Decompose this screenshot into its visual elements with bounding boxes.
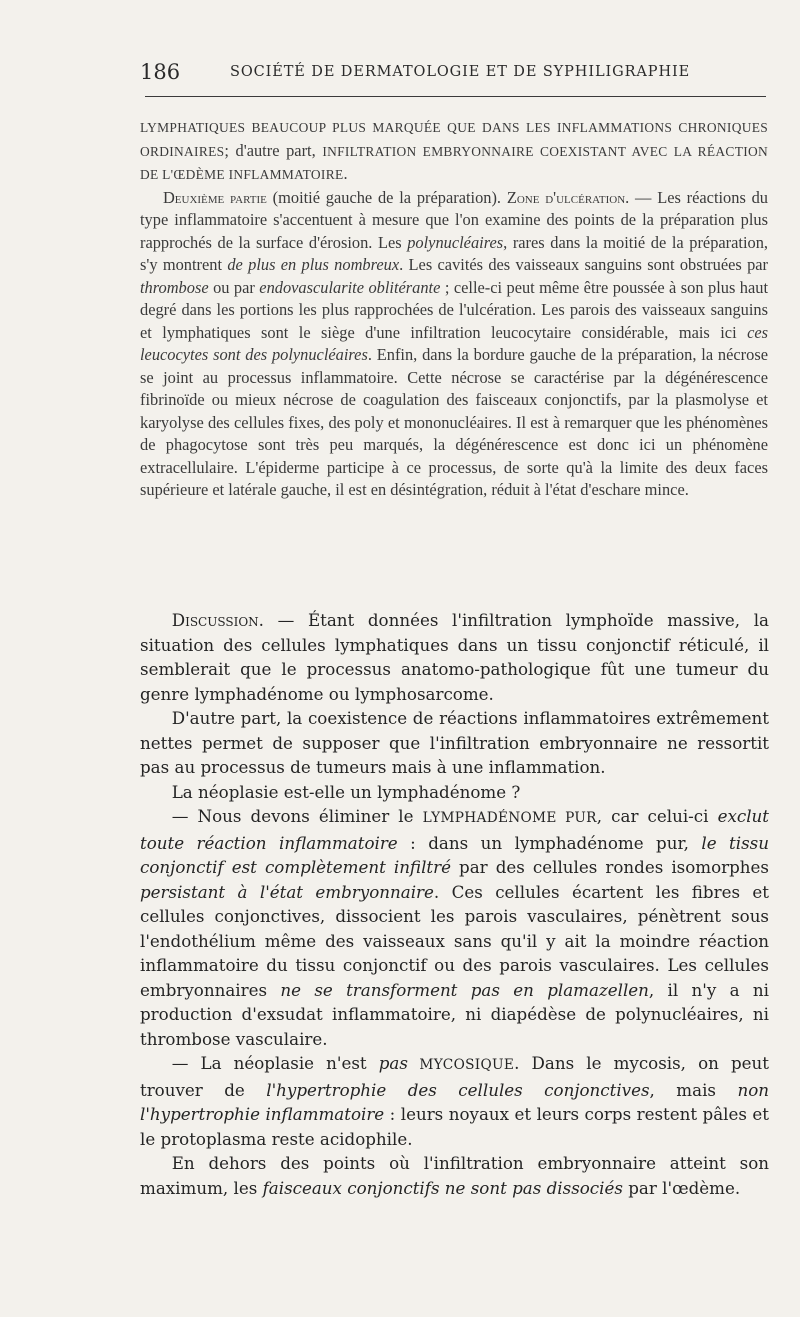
italic-run: persistant à l'état embryonnaire	[140, 881, 434, 902]
running-head: SOCIÉTÉ DE DERMATOLOGIE ET DE SYPHILIGRAPHIE	[230, 64, 691, 80]
text-run: , rares dans la moitié de la préparation, s'y montrent	[140, 232, 768, 274]
text-run: : dans un lymphadénome pur,	[397, 832, 702, 853]
italic-run: endovascularite oblitérante	[259, 277, 441, 297]
text-run: ; d'autre part,	[224, 140, 323, 160]
text-run: . Les cavités des vaisseaux sanguins sont obstruées par	[399, 255, 768, 274]
italic-run: thrombose	[140, 277, 209, 297]
italic-run: pas	[378, 1053, 408, 1073]
text-run: ; celle-ci peut même être poussée à son plus haut degré dans les portions les plus rapprochées de l'ulcération. Les parois des vaisseaux sanguins et lymphatiques sont le siège d'une infiltration leucocytaire considérable, mais ici	[140, 277, 768, 342]
discussion-paragraph-3: La néoplasie est-elle un lymphadénome ?	[171, 781, 521, 802]
second-part-paragraph	[140, 187, 768, 502]
caps-phrase: INFILTRATION EMBRYONNAIRE COEXISTANT AVEC LA RÉACTION DE L'ŒDÈME INFLAMMATOIRE	[140, 143, 768, 182]
text-run: (moitié gauche de la préparation).	[266, 187, 507, 207]
italic-run: exclut toute réaction inflammatoire	[140, 806, 769, 853]
caps-phrase: MYCOSIQUE	[407, 1057, 515, 1073]
text-run: . Dans le mycosis, on peut trouver de	[140, 1053, 769, 1100]
page-number: 186	[140, 60, 181, 84]
discussion-block	[140, 608, 769, 1200]
caps-phrase: LYMPHADÉNOME PUR	[422, 810, 597, 826]
italic-run: faisceaux conjonctifs ne sont pas dissociés	[262, 1177, 623, 1198]
page-header	[140, 60, 768, 86]
text-run: . — Étant données l'infiltration lymphoïde massive, la situation des cellules lymphatiques dans un tissu conjonctif réticulé, il semblerait que le processus anatomo-pathologique fût une tumeur du genre lymphadénome ou lymphosarcome.	[140, 610, 769, 704]
continuation-paragraph	[140, 116, 768, 187]
text-run: En dehors des points où l'infiltration embryonnaire atteint son maximum, les	[140, 1153, 769, 1198]
caps-phrase: LYMPHATIQUES BEAUCOUP PLUS MARQUÉE QUE DANS LES INFLAMMATIONS CHRONIQUES ORDINAIRES	[140, 120, 768, 159]
italic-run: ne se transforment pas en plamazellen	[280, 979, 649, 1000]
discussion-paragraph-2: D'autre part, la coexistence de réactions inflammatoires extrêmement nettes permet de supposer que l'infiltration embryonnaire ne ressortit pas au processus de tumeurs mais à une inflammation.	[140, 708, 769, 777]
discussion-paragraph-4	[140, 804, 769, 1051]
text-run: — Nous devons éliminer le	[171, 806, 423, 826]
text-run: , mais	[649, 1079, 738, 1100]
italic-run: polynucléaires	[407, 232, 504, 252]
text-run: ou par	[208, 277, 260, 297]
zone-heading: Zone d'ulcération	[506, 187, 626, 207]
text-run: . Enfin, dans la bordure gauche de la préparation, la nécrose se joint au processus inflammatoire. Cette nécrose se caractérise par la dégénérescence fibrinoïde ou mieux nécrose de coagulation des faisceaux conjonctifs, par la plasmolyse et karyolyse des cellules fixes, des poly et mononucléaires. Il est à remarquer que les phénomènes de phagocytose sont très peu marqués, la dégénérescence est donc ici un phénomène extracellulaire. L'épiderme participe à ce processus, de sorte qu'à la limite des deux faces supérieure et latérale gauche, il est en désintégration, réduit à l'état d'eschare mince.	[140, 345, 768, 499]
text-run: . Ces cellules écartent les fibres et cellules conjonctives, dissocient les parois vasculaires, pénètrent sous l'endothélium même des vaisseaux sans qu'il y ait la moindre réaction inflammatoire du tissu conjonctif ou des parois vasculaires. Les cellules embryonnaires	[140, 881, 769, 1000]
section-heading: Deuxième partie	[162, 187, 267, 207]
italic-run: l'hypertrophie des cellules conjonctives	[266, 1079, 650, 1100]
text-run: par l'œdème.	[622, 1177, 741, 1198]
italic-run: non l'hypertrophie inflammatoire	[140, 1079, 769, 1124]
italic-run: de plus en plus nombreux	[227, 255, 400, 274]
discussion-heading: Discussion	[171, 610, 259, 630]
small-print-block	[140, 116, 768, 502]
discussion-paragraph-6	[140, 1151, 769, 1200]
text-run: , car celui-ci	[596, 806, 718, 826]
header-rule	[145, 96, 766, 97]
text-run: : leurs noyaux et leurs corps restent pâles et le protoplasma reste acidophile.	[140, 1104, 769, 1149]
text-run: , il n'y a ni production d'exsudat inflammatoire, ni diapédèse de polynucléaires, ni thrombose vasculaire.	[140, 979, 769, 1049]
discussion-paragraph-1	[140, 608, 769, 706]
text-run: — La néoplasie n'est	[171, 1053, 379, 1073]
text-run: . — Les réactions du type inflammatoire s'accentuent à mesure que l'on examine des points de la préparation plus rapprochés de la surface d'érosion. Les	[140, 187, 768, 252]
italic-run: le tissu conjonctif est complètement infiltré	[140, 832, 769, 877]
text-run: .	[343, 164, 348, 183]
italic-run: ces leucocytes sont des polynucléaires	[140, 322, 768, 364]
text-run: par des cellules rondes isomorphes	[450, 857, 769, 877]
discussion-paragraph-5	[140, 1051, 769, 1151]
